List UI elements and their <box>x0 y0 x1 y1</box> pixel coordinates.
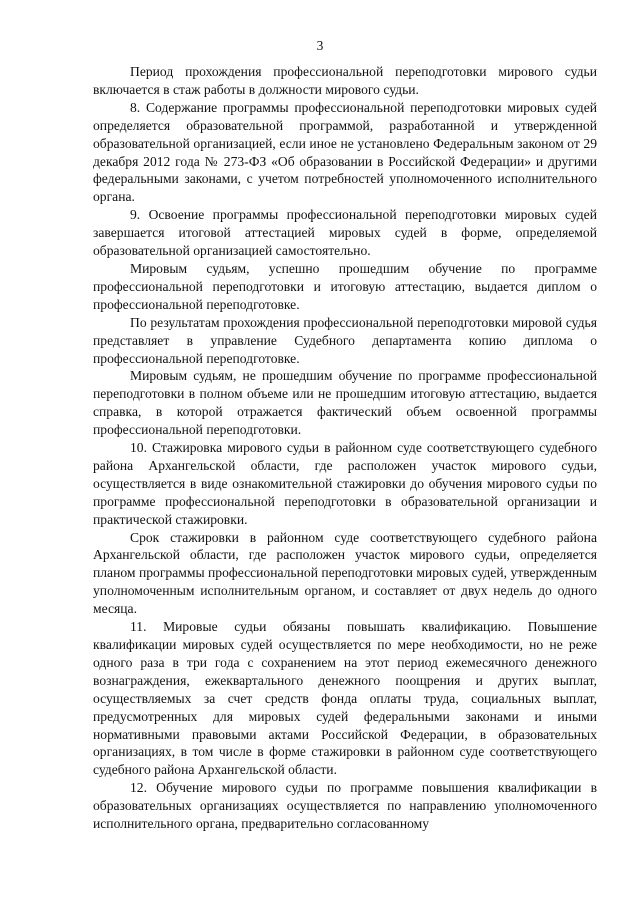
page-number: 3 <box>316 38 324 53</box>
paragraph-item-9-program-completion: 9. Освоение программы профессиональной переподготовки мировых судей завершается итоговой аттестацией мировых судей в форме, определяемой образовательной организацией самостоятельно. <box>93 207 597 259</box>
paragraph-item-12-training: 12. Обучение мирового судьи по программе повышения квалификации в образовательных организациях осуществляется по направлению уполномоченного исполнительного органа, предварительно согласованному <box>93 780 597 832</box>
paragraph-item-11-qualification: 11. Мировые судьи обязаны повышать квалификацию. Повышение квалификации мировых судей осуществляется по мере необходимости, но не реже одного раза в три года с сохранением на этот период ежемесячного денежного вознаграждения, ежеквартального денежного поощрения и других выплат, осуществляемых за счет средств фонда оплаты труда, социальных выплат, предусмотренных для мировых судей федеральными законами и иными нормативными правовыми актами Российской Федерации, в образовательных организациях, в том числе в форме стажировки в районном суде соответствующего судебного района Архангельской области. <box>93 619 597 778</box>
paragraph-retraining-period: Период прохождения профессиональной переподготовки мирового судьи включается в стаж работы в должности мирового судьи. <box>93 64 597 97</box>
paragraph-item-10-internship: 10. Стажировка мирового судьи в районном суде соответствующего судебного района Архангельской области, где расположен участок мирового судьи, осуществляется в виде ознакомительной стажировки до обучения мирового судьи по программе профессиональной переподготовки в образовательной организации и практической стажировки. <box>93 440 597 527</box>
paragraph-internship-term: Срок стажировки в районном суде соответствующего судебного района Архангельской области, где расположен участок мирового судьи, определяется планом программы профессиональной переподготовки мировых судей, утвержденным уполномоченным исполнительным органом, и составляет от двух недель до одного месяца. <box>93 529 597 617</box>
document-body <box>93 63 597 833</box>
paragraph-diploma-issuance: Мировым судьям, успешно прошедшим обучение по программе профессиональной переподготовки и итоговую аттестацию, выдается диплом о профессиональной переподготовке. <box>93 260 597 312</box>
paragraph-certificate-issuance: Мировым судьям, не прошедшим обучение по программе профессиональной переподготовки в полном объеме или не прошедшим итоговую аттестацию, выдается справка, в которой отражается фактический объем освоенной программы профессиональной переподготовки. <box>93 368 597 438</box>
paragraph-item-8-program-content: 8. Содержание программы профессиональной переподготовки мировых судей определяется образовательной программой, разработанной и утвержденной образовательной организацией, если иное не установлено Федеральным законом от 29 декабря 2012 года № 273-ФЗ «Об образовании в Российской Федерации» и другими федеральными законами, с учетом потребностей уполномоченного исполнительного органа. <box>93 99 597 205</box>
paragraph-diploma-copy: По результатам прохождения профессиональной переподготовки мировой судья представляет в управление Судебного департамента копию диплома о профессиональной переподготовке. <box>93 314 597 366</box>
